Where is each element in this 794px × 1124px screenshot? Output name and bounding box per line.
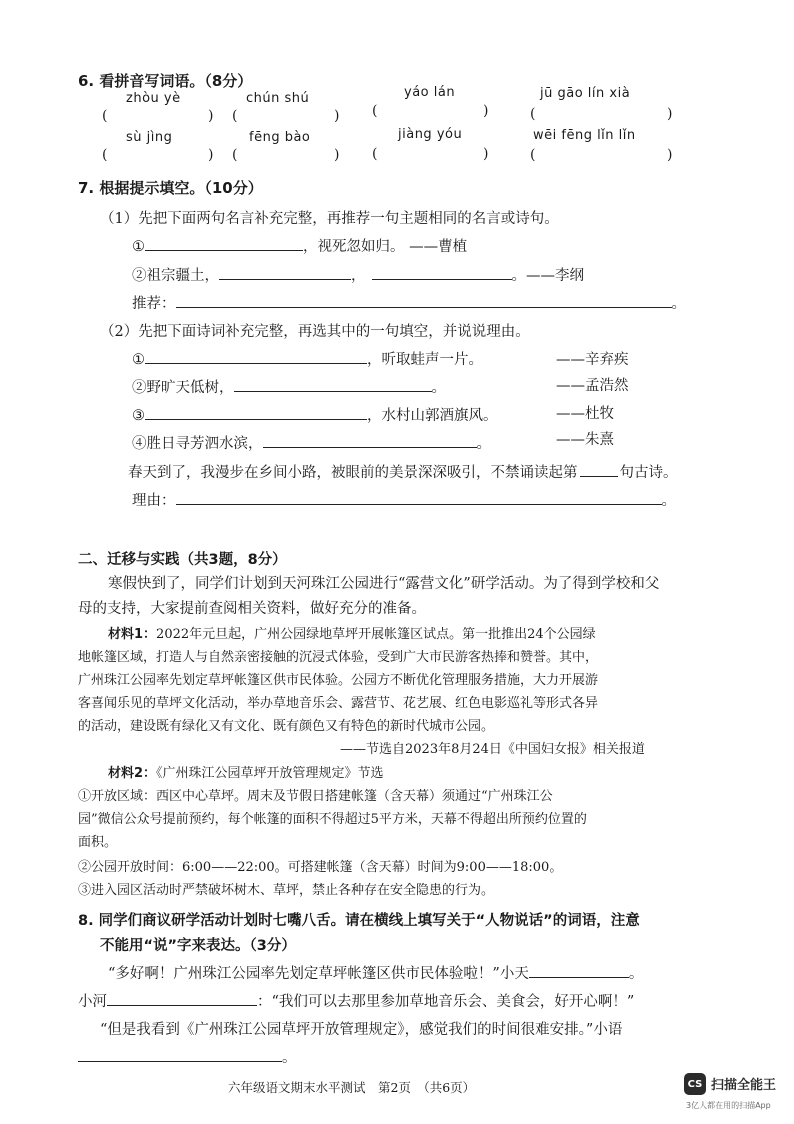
paren-open: ( xyxy=(372,103,378,119)
pinyin-3: yáo lán xyxy=(404,85,456,100)
paren-close: ) xyxy=(483,103,489,119)
poem-line-2: ②野旷天低树， 。 xyxy=(132,376,446,397)
q7-part2-instruction: （2）先把下面诗词补充完整，再选其中的一句填空，并说说理由。 xyxy=(100,324,530,340)
poem-author-3: ——杜牧 xyxy=(556,406,614,422)
answer-blank[interactable] xyxy=(176,490,662,505)
answer-blank[interactable] xyxy=(372,265,512,280)
poem-line-1: ① ，听取蛙声一片。 xyxy=(132,348,483,369)
poem-line-4: ④胜日寻芳泗水滨， 。 xyxy=(132,432,491,453)
paren-open: ( xyxy=(102,147,108,163)
q7-spring-sentence: 春天到了，我漫步在乡间小路，被眼前的美景深深吸引，不禁诵读起第 句古诗。 xyxy=(128,461,678,482)
answer-blank[interactable] xyxy=(176,293,672,308)
material2-rule2: ②公园开放时间：6:00——22:00。可搭建帐篷（含天幕）时间为9:00——18:00。 xyxy=(78,860,563,875)
pinyin-8: wēi fēng lǐn lǐn xyxy=(533,128,636,143)
q8-title-2: 不能用“说”字来表达。（3分） xyxy=(100,938,296,954)
answer-blank[interactable] xyxy=(234,377,432,392)
paren-close: ) xyxy=(483,146,489,162)
section2-intro-2: 母的支持，大家提前查阅相关资料，做好充分的准备。 xyxy=(78,601,426,617)
paren-close: ) xyxy=(667,147,673,163)
scanner-logo-icon: CS xyxy=(684,1073,706,1095)
section2-intro-1: 寒假快到了，同学们计划到天河珠江公园进行“露营文化”研学活动。为了得到学校和父 xyxy=(108,576,660,592)
paren-open: ( xyxy=(530,147,536,163)
material1-source: ——节选自2023年8月24日《中国妇女报》相关报道 xyxy=(340,742,645,757)
answer-blank[interactable] xyxy=(145,236,303,251)
paren-open: ( xyxy=(372,146,378,162)
q8-line3: “但是我看到《广州珠江公园草坪开放管理规定》，感觉我们的时间很难安排。”小语 xyxy=(100,1022,623,1038)
material1-line5: 的活动，建设既有绿化又有文化、既有颜色又有特色的新时代城市公园。 xyxy=(78,719,495,734)
paren-open: ( xyxy=(232,108,238,124)
material2-rule1-b: 园”微信公众号提前预约，每个帐篷的面积不得超过5平方米，天幕不得超出所预约位置的 xyxy=(78,812,587,827)
material2-title: 材料2：《广州珠江公园草坪开放管理规定》节选 xyxy=(108,766,384,781)
paren-open: ( xyxy=(530,106,536,122)
pinyin-5: sù jìng xyxy=(126,130,173,145)
answer-blank[interactable] xyxy=(145,405,367,420)
q8-line4: 。 xyxy=(78,1046,297,1067)
q7-p1-line1: ① ，视死忽如归。 ——曹植 xyxy=(132,235,467,256)
q7-part1-instruction: （1）先把下面两句名言补充完整，再推荐一句主题相同的名言或诗句。 xyxy=(100,211,559,227)
pinyin-7: jiàng yóu xyxy=(398,127,463,142)
pinyin-2: chún shú xyxy=(246,91,310,106)
pinyin-4: jū gāo lín xià xyxy=(540,86,631,101)
q7-title: 7. 根据提示填空。（10分） xyxy=(78,179,263,197)
q7-p1-line2: ②祖宗疆土， ， 。——李纲 xyxy=(132,264,584,285)
material1-line2: 地帐篷区域，打造人与自然亲密接触的沉浸式体验，受到广大市民游客热捧和赞誉。其中， xyxy=(78,650,599,665)
q7-p1-recommend: 推荐： 。 xyxy=(132,292,686,313)
paren-close: ) xyxy=(334,108,340,124)
answer-blank[interactable] xyxy=(529,963,629,978)
material1-line4: 客喜闻乐见的草坪文化活动，举办草地音乐会、露营节、花艺展、红色电影巡礼等形式各异 xyxy=(78,696,599,711)
q8-title-1: 8. 同学们商议研学活动计划时七嘴八舌。请在横线上填写关于“人物说话”的词语，注意 xyxy=(78,913,640,929)
q7-reason: 理由： 。 xyxy=(132,489,676,510)
q8-line1: “多好啊！广州珠江公园率先划定草坪帐篷区供市民体验啦！”小天 。 xyxy=(108,962,643,983)
section2-title: 二、迁移与实践（共3题，8分） xyxy=(78,552,287,568)
answer-blank[interactable] xyxy=(263,433,477,448)
paren-close: ) xyxy=(208,108,214,124)
answer-blank[interactable] xyxy=(107,991,257,1006)
answer-blank[interactable] xyxy=(580,462,618,477)
paren-open: ( xyxy=(232,147,238,163)
q8-line2: 小河 ：“我们可以去那里参加草地音乐会、美食会，好开心啊！” xyxy=(78,990,634,1011)
paren-close: ) xyxy=(208,147,214,163)
q6-title: 6. 看拼音写词语。（8分） xyxy=(78,72,253,90)
page-footer: 六年级语文期末水平测试 第2页 （共6页） xyxy=(228,1080,476,1095)
poem-author-4: ——朱熹 xyxy=(556,432,614,448)
watermark-subtitle: 3亿人都在用的扫描App xyxy=(686,1101,771,1110)
material1-line3: 广州珠江公园率先划定草坪帐篷区供市民体验。公园方不断优化管理服务措施，大力开展游 xyxy=(78,673,599,688)
paren-open: ( xyxy=(102,108,108,124)
material1-line1: 材料1：2022年元旦起，广州公园绿地草坪开展帐篷区试点。第一批推出24个公园绿 xyxy=(108,627,596,642)
pinyin-1: zhòu yè xyxy=(126,91,181,106)
pinyin-6: fēng bào xyxy=(249,130,311,145)
answer-blank[interactable] xyxy=(219,265,351,280)
material2-rule1-c: 面积。 xyxy=(78,835,118,850)
material2-rule1-a: ①开放区域：西区中心草坪。周末及节假日搭建帐篷（含天幕）须通过“广州珠江公 xyxy=(78,789,553,804)
poem-author-2: ——孟浩然 xyxy=(556,378,629,394)
paren-close: ) xyxy=(334,147,340,163)
answer-blank[interactable] xyxy=(78,1047,282,1062)
paren-close: ) xyxy=(667,106,673,122)
poem-author-1: ——辛弃疾 xyxy=(556,352,629,368)
watermark-name: 扫描全能王 xyxy=(711,1078,777,1093)
answer-blank[interactable] xyxy=(145,349,367,364)
poem-line-3: ③ ，水村山郭酒旗风。 xyxy=(132,404,498,425)
material2-rule3: ③进入园区活动时严禁破坏树木、草坪，禁止各种存在安全隐患的行为。 xyxy=(78,883,495,898)
